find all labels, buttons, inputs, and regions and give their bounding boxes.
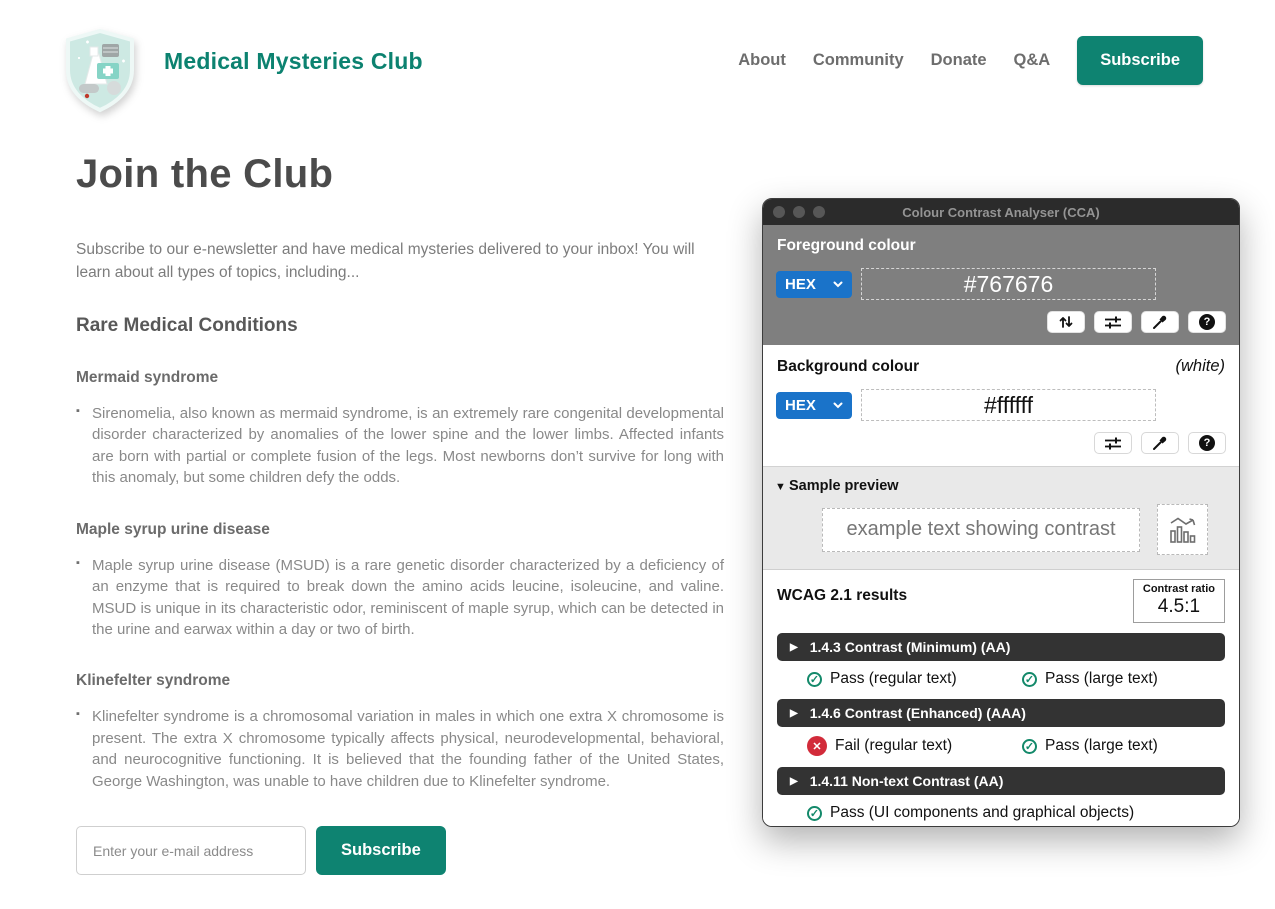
- contrast-ratio-value: 4.5:1: [1157, 596, 1201, 617]
- outcome-large-text: [1022, 736, 1158, 756]
- outcome-label: Pass (UI components and graphical objects): [830, 804, 1135, 821]
- test-bar-1-4-6[interactable]: ▶ 1.4.6 Contrast (Enhanced) (AAA): [777, 699, 1225, 727]
- condition-klinefelter-syndrome: [76, 672, 724, 792]
- condition-maple-syrup-urine-disease: [76, 521, 724, 641]
- nav-about[interactable]: About: [738, 51, 786, 69]
- background-colour-section: [763, 345, 1239, 466]
- chart-preview-button[interactable]: [1157, 504, 1208, 555]
- window-controls: [773, 206, 825, 218]
- background-colour-input[interactable]: #ffffff: [861, 389, 1156, 421]
- wcag-results-section: [763, 569, 1239, 827]
- background-format-value: HEX: [785, 396, 816, 414]
- newsletter-signup-form: [76, 826, 724, 875]
- chevron-down-icon: [833, 281, 843, 288]
- chart-icon: [1168, 515, 1198, 545]
- outcome-regular-text: [807, 736, 1022, 756]
- pass-icon: [1022, 739, 1037, 754]
- swap-colours-button[interactable]: [1047, 311, 1085, 333]
- nav-donate[interactable]: Donate: [930, 51, 987, 69]
- sample-preview-text: example text showing contrast: [822, 508, 1140, 552]
- foreground-format-select[interactable]: [776, 271, 852, 298]
- eyedropper-icon: [1152, 435, 1168, 451]
- main-nav: [738, 36, 1203, 85]
- nav-community[interactable]: Community: [812, 51, 904, 69]
- contrast-ratio-label: Contrast ratio: [1142, 583, 1215, 595]
- pass-icon: [807, 806, 822, 821]
- background-format-select[interactable]: [776, 392, 852, 419]
- foreground-colour-label: Foreground colour: [777, 237, 916, 254]
- help-button[interactable]: [1188, 311, 1226, 333]
- outcome-large-text: [1022, 670, 1158, 688]
- site-header: [0, 0, 1275, 120]
- site-logo-icon[interactable]: [62, 28, 140, 116]
- test-outcomes: [777, 795, 1225, 823]
- eyedropper-button[interactable]: [1141, 311, 1179, 333]
- section-heading: Rare Medical Conditions: [76, 314, 298, 336]
- maximize-window-icon[interactable]: [813, 206, 825, 218]
- outcome-label: Pass (large text): [1045, 737, 1158, 754]
- sample-preview-section: [763, 466, 1239, 569]
- condition-mermaid-syndrome: [76, 369, 724, 489]
- test-outcomes: [777, 661, 1225, 689]
- help-button[interactable]: [1188, 432, 1226, 454]
- eyedropper-icon: [1152, 314, 1168, 330]
- condition-description: ▪ Sirenomelia, also known as mermaid syndrome, is an extremely rare congenital developmental disorder characterized by anomalies of the lower spine and the lower limbs. Affected infants are born with partial or complete fusion of the legs. Most newborns don’t survive for long with this anomaly, but some children defy the odds.: [76, 403, 724, 489]
- intro-text: Subscribe to our e-newsletter and have medical mysteries delivered to your inbox! You will learn about all types of topics, including...: [76, 241, 695, 281]
- condition-name: Maple syrup urine disease: [76, 520, 270, 538]
- outcome-label: Pass (large text): [1045, 670, 1158, 687]
- test-bar-1-4-11[interactable]: ▶ 1.4.11 Non-text Contrast (AA): [777, 767, 1225, 795]
- outcome-regular-text: [807, 670, 1022, 688]
- sample-preview-toggle[interactable]: ▼ Sample preview: [775, 478, 1227, 494]
- email-input[interactable]: [76, 826, 306, 875]
- condition-name: Mermaid syndrome: [76, 368, 219, 386]
- background-colour-label: Background colour: [777, 358, 920, 375]
- pass-icon: [807, 672, 822, 687]
- foreground-colour-section: [763, 225, 1239, 345]
- swap-colours-icon: [1058, 315, 1074, 329]
- outcome-ui-components: [807, 804, 1134, 822]
- window-title: Colour Contrast Analyser (CCA): [902, 204, 1100, 220]
- contrast-ratio-box: [1133, 579, 1225, 623]
- adjust-sliders-icon: [1104, 315, 1122, 329]
- adjust-sliders-button[interactable]: [1094, 311, 1132, 333]
- page-title: Join the Club: [76, 152, 334, 196]
- help-icon: [1199, 435, 1215, 451]
- test-outcomes: [777, 727, 1225, 757]
- main-content: [76, 152, 724, 909]
- outcome-label: Pass (regular text): [830, 670, 957, 687]
- adjust-sliders-icon: [1104, 436, 1122, 450]
- condition-description: ▪ Maple syrup urine disease (MSUD) is a rare genetic disorder characterized by a deficiency of an enzyme that is required to break down the amino acids leucine, isoleucine, and valine. MSUD is unique in its characteristic odor, reminiscent of maple syrup, which can be detected in the urine and earwax within a day or two of birth.: [76, 555, 724, 641]
- subscribe-button[interactable]: Subscribe: [316, 826, 446, 875]
- background-colour-note: (white): [1175, 357, 1225, 375]
- help-icon: [1199, 314, 1215, 330]
- minimize-window-icon[interactable]: [793, 206, 805, 218]
- brand-title: Medical Mysteries Club: [164, 48, 423, 74]
- header-subscribe-button[interactable]: Subscribe: [1077, 36, 1203, 85]
- pass-icon: [1022, 672, 1037, 687]
- condition-name: Klinefelter syndrome: [76, 672, 231, 690]
- chevron-down-icon: [833, 402, 843, 409]
- wcag-results-heading: WCAG 2.1 results: [777, 587, 908, 604]
- nav-qa[interactable]: Q&A: [1013, 51, 1051, 69]
- fail-icon: [807, 736, 827, 756]
- test-bar-1-4-3[interactable]: ▶ 1.4.3 Contrast (Minimum) (AA): [777, 633, 1225, 661]
- condition-description: ▪ Klinefelter syndrome is a chromosomal variation in males in which one extra X chromosome is present. The extra X chromosome typically affects physical, neurodevelopmental, behavioral, and neurocognitive functioning. It is believed that the founding father of the United States, George Washington, was unable to have children due to Klinefelter syndrome.: [76, 706, 724, 792]
- cca-titlebar[interactable]: [763, 199, 1239, 225]
- adjust-sliders-button[interactable]: [1094, 432, 1132, 454]
- cca-window: [762, 198, 1240, 827]
- close-window-icon[interactable]: [773, 206, 785, 218]
- foreground-colour-input[interactable]: #767676: [861, 268, 1156, 300]
- eyedropper-button[interactable]: [1141, 432, 1179, 454]
- foreground-format-value: HEX: [785, 275, 816, 293]
- outcome-label: Fail (regular text): [835, 737, 953, 754]
